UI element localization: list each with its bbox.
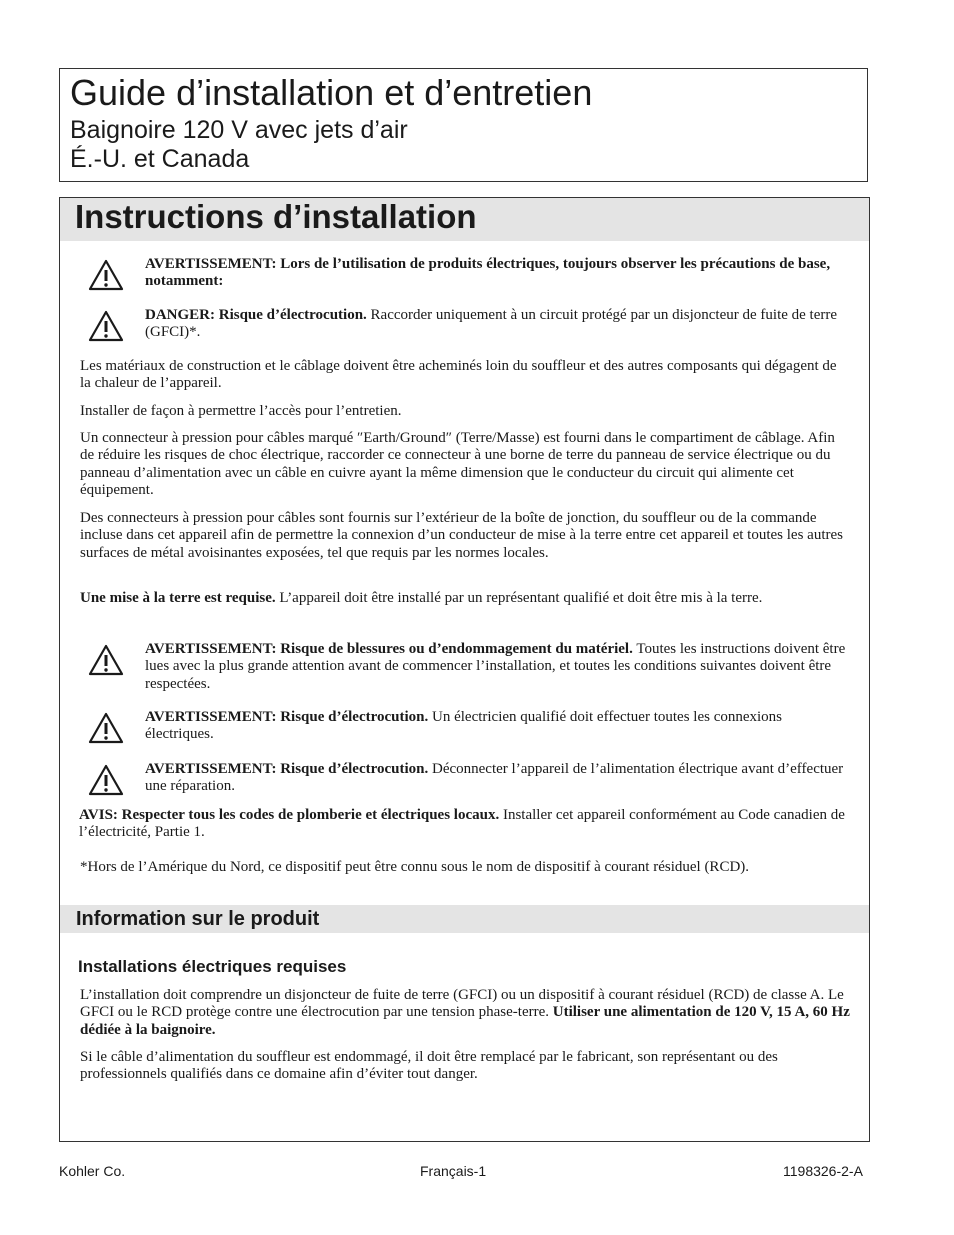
grounding-required-body: L’appareil doit être installé par un représentant qualifié et doit être mis à la terre. (275, 590, 763, 606)
footer-page-number: Français-1 (420, 1163, 487, 1179)
document-title: Guide d’installation et d’entretien (70, 72, 593, 113)
danger-label: DANGER: Risque d’électrocution. (145, 307, 367, 323)
warning-label: AVERTISSEMENT: Risque de blessures ou d’endommagement du matériel. (145, 641, 633, 657)
warning-text: AVERTISSEMENT: Lors de l’utilisation de produits électriques, toujours observer les précautions de base, notamment: (145, 256, 831, 290)
warning-triangle-icon (88, 764, 124, 796)
danger-text (145, 307, 850, 342)
section-heading-band (60, 198, 869, 241)
paragraph-grounding-required (80, 590, 850, 607)
paragraph-access: Installer de façon à permettre l’accès pour l’entretien. (80, 403, 402, 419)
paragraph-footnote: *Hors de l’Amérique du Nord, ce dispositif peut être connu sous le nom de dispositif à courant résiduel (RCD). (80, 859, 750, 875)
paragraph-bonding-connectors: Des connecteurs à pression pour câbles sont fournis sur l’extérieur de la boîte de jonction, du souffleur ou de la commande incluse dans cet appareil afin de permettre la connexion d’un conducteur de mise à la terre entre cet appareil et toutes les autres surfaces de métal avoisinantes exposées, tel que requis par les normes locales. (80, 510, 843, 561)
warning-triangle-icon (88, 259, 124, 291)
warning-triangle-icon (88, 644, 124, 676)
section-heading-product-info: Information sur le produit (76, 908, 320, 930)
warning-body: Toutes les instructions doivent être lues avec la plus grande attention avant de commencer l’installation, et toutes les conditions suivantes doivent être respectées. (145, 641, 846, 692)
paragraph-ground-connector: Un connecteur à pression pour câbles marqué ″Earth/Ground″ (Terre/Masse) est fourni dans le compartiment de câblage. Afin de réduire les risques de choc électrique, raccorder ce connecteur à une borne de terre du panneau de service électrique ou du panneau d’alimentation avec un câble en cuivre ayant la même dimension que le conducteur du circuit qui alimente cet équipement. (80, 430, 835, 498)
paragraph-notice (79, 807, 849, 842)
warning-text (145, 709, 850, 744)
footer-company: Kohler Co. (59, 1163, 126, 1179)
subheading-electrical-requirements: Installations électriques requises (78, 957, 347, 976)
paragraph-cable-damage: Si le câble d’alimentation du souffleur est endommagé, il doit être remplacé par le fabricant, son représentant ou des professionnels qualifiés dans ce domaine afin d’éviter tout danger. (80, 1049, 778, 1083)
grounding-required-label: Une mise à la terre est requise. (80, 590, 276, 606)
paragraph-gfci (80, 987, 850, 1039)
warning-label: AVERTISSEMENT: Risque d’électrocution. (145, 709, 429, 725)
section-heading-installation: Instructions d’installation (75, 198, 477, 235)
warning-label: AVERTISSEMENT: Risque d’électrocution. (145, 761, 429, 777)
gfci-body: L’installation doit comprendre un disjoncteur de fuite de terre (GFCI) ou un dispositif à courant résiduel (RCD) de classe A. Le GFCI ou le RCD protège contre une électrocution par une tension phase-terre. (80, 987, 844, 1021)
warning-triangle-icon (88, 310, 124, 342)
warning-triangle-icon (88, 712, 124, 744)
section-heading-band (60, 905, 869, 933)
footer-document-number: 1198326-2-A (783, 1163, 863, 1179)
danger-body: Raccorder uniquement à un circuit protégé par un disjoncteur de fuite de terre (GFCI)*. (145, 307, 838, 341)
notice-label: AVIS: Respecter tous les codes de plomberie et électriques locaux. (79, 807, 500, 823)
content-box (59, 197, 870, 1142)
warning-body: Un électricien qualifié doit effectuer toutes les connexions électriques. (145, 709, 783, 743)
paragraph-wiring: Les matériaux de construction et le câblage doivent être acheminés loin du souffleur et des autres composants qui dégagent de la chaleur de l’appareil. (80, 358, 837, 392)
notice-body: Installer cet appareil conformément au Code canadien de l’électricité, Partie 1. (79, 807, 845, 841)
title-box (59, 68, 868, 182)
warning-body: Déconnecter l’appareil de l’alimentation électrique avant d’effectuer une réparation. (145, 761, 844, 795)
warning-text (145, 641, 850, 693)
document-subtitle-region: É.-U. et Canada (70, 145, 250, 173)
warning-text (145, 761, 850, 796)
document-subtitle-product: Baignoire 120 V avec jets d’air (70, 116, 408, 144)
gfci-power-requirement: Utiliser une alimentation de 120 V, 15 A, 60 Hz dédiée à la baignoire. (80, 1004, 850, 1038)
